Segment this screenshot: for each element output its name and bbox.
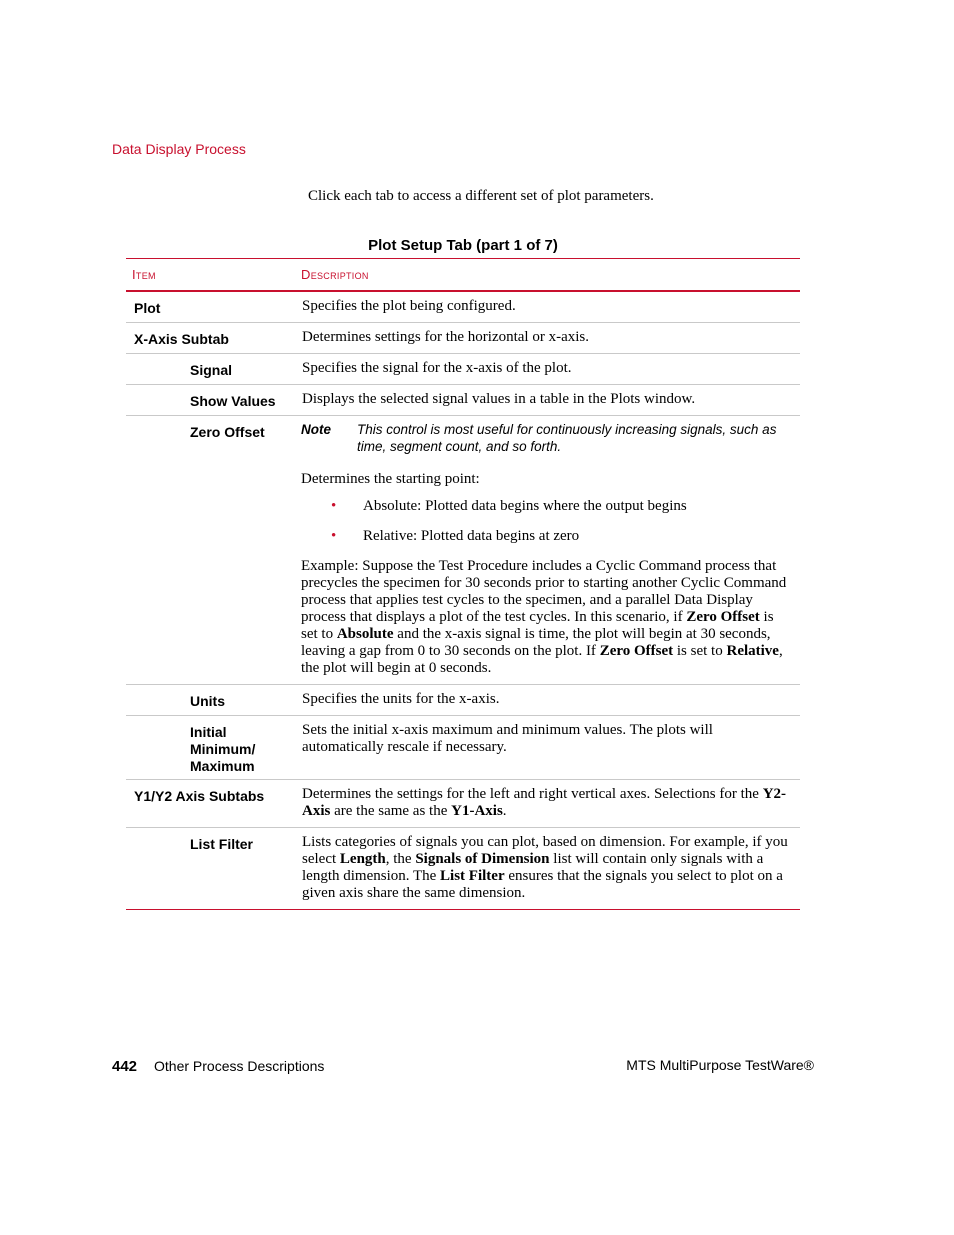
- table-row: [126, 828, 800, 910]
- plot-setup-table: [126, 258, 800, 910]
- table-row: [126, 292, 800, 323]
- table-row: [126, 716, 800, 780]
- breadcrumb: Data Display Process: [112, 141, 246, 157]
- item-description: Determines the settings for the left and right vertical axes. Selections for the Y2-Axis are the same as the Y1-Axis.: [302, 786, 787, 819]
- footer-product-name: MTS MultiPurpose TestWare®: [626, 1057, 814, 1073]
- table-header: [126, 259, 800, 292]
- item-label: Y1/Y2 Axis Subtabs: [134, 788, 265, 804]
- table-row: [126, 685, 800, 716]
- item-label: Initial Minimum/ Maximum: [190, 724, 256, 774]
- table-title: Plot Setup Tab (part 1 of 7): [368, 237, 558, 254]
- item-label: Zero Offset: [190, 424, 265, 440]
- list-item: • Absolute: Plotted data begins where the output begins: [331, 498, 687, 514]
- table-row: [126, 354, 800, 385]
- note-text: This control is most useful for continuously increasing signals, such as time, segment count, and so forth.: [357, 422, 777, 454]
- bullet-icon: •: [331, 498, 337, 514]
- table-row: [126, 780, 800, 828]
- item-label: X-Axis Subtab: [134, 331, 229, 347]
- list-item: • Relative: Plotted data begins at zero: [331, 528, 580, 544]
- item-description: Sets the initial x-axis maximum and minimum values. The plots will automatically rescale if necessary.: [302, 722, 713, 755]
- item-label: Signal: [190, 362, 233, 378]
- column-header-item: Item: [132, 267, 156, 282]
- item-description: Displays the selected signal values in a table in the Plots window.: [302, 391, 696, 407]
- description-intro: Determines the starting point:: [301, 471, 480, 487]
- table-row: [126, 385, 800, 416]
- item-description: Specifies the units for the x-axis.: [302, 691, 500, 707]
- item-description: Determines settings for the horizontal or x-axis.: [302, 329, 590, 345]
- note-label: Note: [301, 422, 331, 437]
- item-label: List Filter: [190, 836, 254, 852]
- item-label: Show Values: [190, 393, 276, 409]
- item-description: Specifies the plot being configured.: [302, 298, 516, 314]
- column-header-description: Description: [301, 267, 369, 282]
- item-description: Lists categories of signals you can plot, based on dimension. For example, if you select Length, the Signals of Dimension list will contain only signals with a length dimension. The List Filter ensures that the signals you select to plot on a given axis share the same dimension.: [302, 834, 788, 901]
- item-label: Plot: [134, 300, 161, 316]
- page-number: 442: [112, 1058, 138, 1075]
- table-row: [126, 323, 800, 354]
- note-block: [301, 421, 792, 455]
- table-row: [126, 416, 800, 685]
- intro-text: Click each tab to access a different set of plot parameters.: [308, 188, 654, 204]
- bullet-icon: •: [331, 528, 337, 544]
- example-paragraph: Example: Suppose the Test Procedure includes a Cyclic Command process that precycles the specimen for 30 seconds prior to starting another Cyclic Command process that applies test cycles to the specimen, and a parallel Data Display process that displays a plot of the test cycles. In this scenario, if Zero Offset is set to Absolute and the x-axis signal is time, the plot will begin at 30 seconds, leaving a gap from 0 to 30 seconds on the plot. If Zero Offset is set to Relative, the plot will begin at 0 seconds.: [301, 558, 787, 676]
- bullet-list: [301, 498, 792, 545]
- item-description: [301, 416, 800, 684]
- item-description: Specifies the signal for the x-axis of the plot.: [302, 360, 572, 376]
- footer-section-title: Other Process Descriptions: [154, 1058, 325, 1074]
- item-label: Units: [190, 693, 225, 709]
